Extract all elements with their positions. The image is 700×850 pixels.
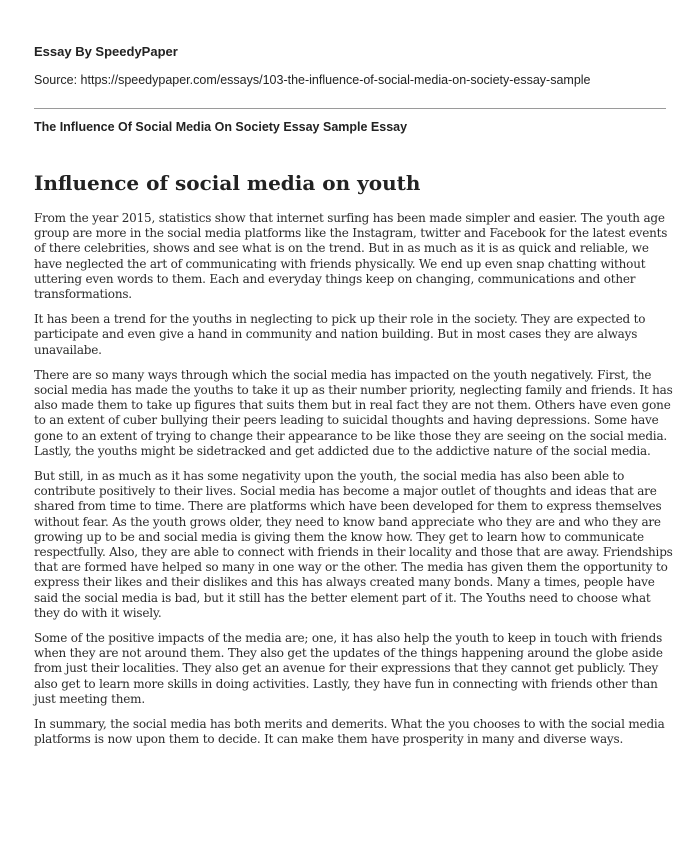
- paragraph: Some of the positive impacts of the media are; one, it has also help the youth to keep in touch with friends when they are not around them. They also get the updates of the things happening around the globe aside from just their localities. They also get an avenue for their expressions that they cannot get publicly. They also get to learn more skills in doing activities. Lastly, they have fun in connecting with friends other than just meeting them.: [34, 631, 663, 706]
- source-line: Source: https://speedypaper.com/essays/103-the-influence-of-social-media-on-society-essay-sample: [34, 73, 591, 87]
- paragraph: From the year 2015, statistics show that internet surfing has been made simpler and easier. The youth age group are more in the social media platforms like the Instagram, twitter and Facebook for the latest events of there celebrities, shows and see what is on the trend. But in as much as it is as quick and reliable, we have neglected the art of communicating with friends physically. We end up even snap chatting without uttering even words to them. Each and everyday things keep on changing, communications and other transformations.: [34, 211, 668, 302]
- essay-body: [34, 170, 674, 758]
- essay-title: The Influence Of Social Media On Society Essay Sample Essay: [34, 120, 408, 134]
- paragraph: There are so many ways through which the social media has impacted on the youth negatively. First, the social media has made the youths to take it up as their number priority, neglecting family and friends. It has also made them to take up figures that suits them but in real fact they are not them. Others have even gone to an extent of cuber bullying their peers leading to suicidal thoughts and having depressions. Some have gone to an extent of trying to change their appearance to be like those they are seeing on the social media. Lastly, the youths might be sidetracked and get addicted due to the addictive nature of the social media.: [34, 367, 673, 458]
- paragraph: In summary, the social media has both merits and demerits. What the you chooses to with the social media platforms is now upon them to decide. It can make them have prosperity in many and diverse ways.: [34, 717, 665, 747]
- essay-heading: Influence of social media on youth: [34, 171, 421, 195]
- paragraph: But still, in as much as it has some negativity upon the youth, the social media has also been able to contribute positively to their lives. Social media has become a major outlet of thoughts and ideas that are shared from time to time. There are platforms which have been developed for them to express themselves without fear. As the youth grows older, they need to know band appreciate who they are and who they are growing up to be and social media is giving them the know how. They get to learn how to communicate respectfully. Also, they are able to connect with friends in their locality and those that are away. Friendships that are formed have helped so many in one way or the other. The media has given them the opportunity to express their likes and their dislikes and this has always created many bonds. Many a times, people have said the social media is bad, but it still has the better element part of it. The Youths need to choose what they do with it wisely.: [34, 469, 673, 620]
- brand-title: Essay By SpeedyPaper: [34, 44, 178, 59]
- header-divider: [34, 108, 666, 109]
- paragraph: It has been a trend for the youths in neglecting to pick up their role in the society. They are expected to participate and even give a hand in community and nation building. But in most cases they are always unavailabe.: [34, 312, 646, 357]
